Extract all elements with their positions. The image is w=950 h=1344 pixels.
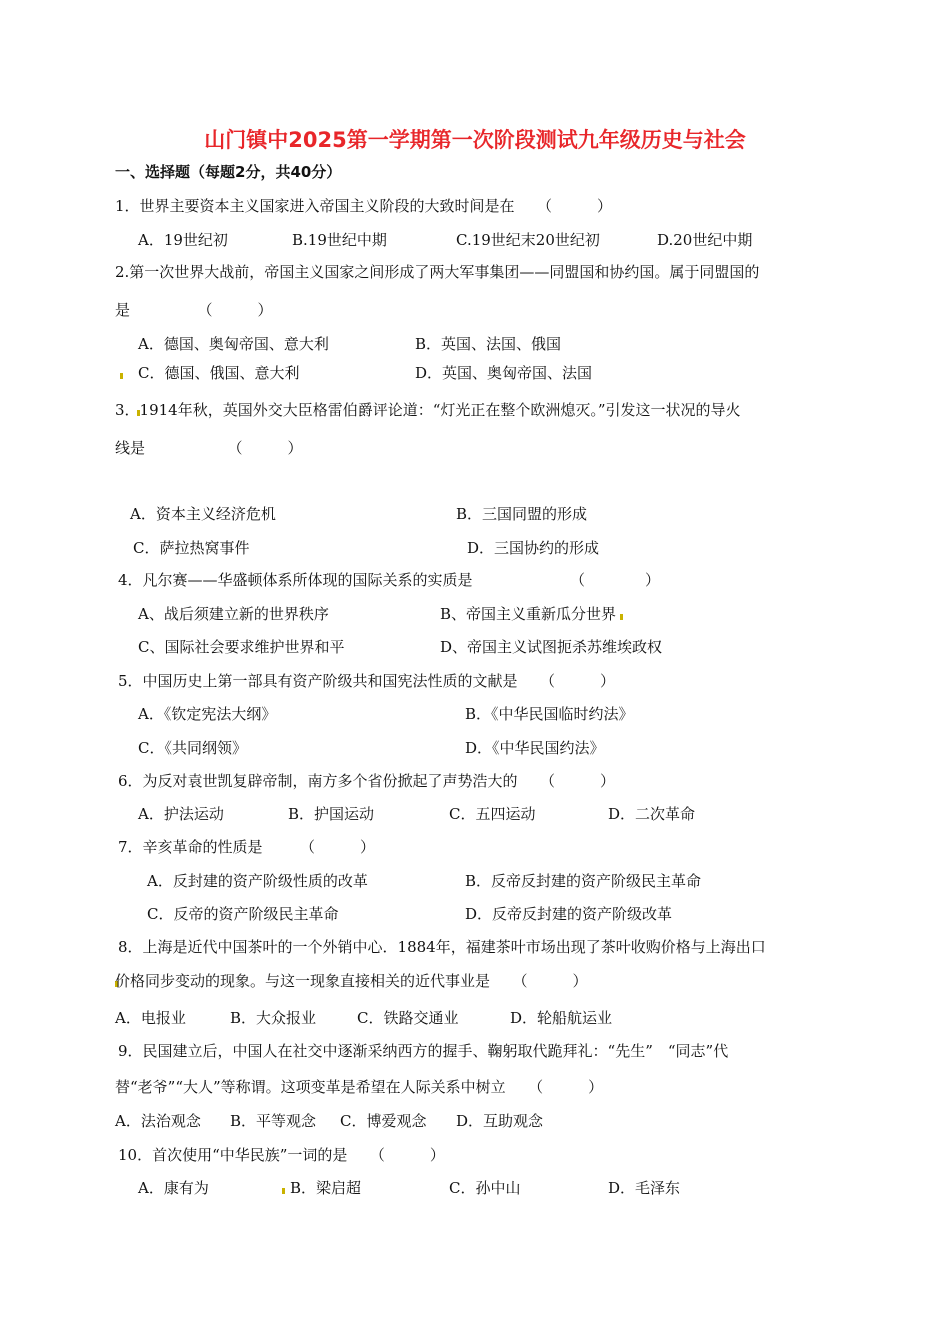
question-6-option-d: D．二次革命 — [608, 805, 696, 823]
question-5-option-a: A．《钦定宪法大纲》 — [138, 705, 277, 723]
question-2-stem-line1: 2.第一次世界大战前，帝国主义国家之间形成了两大军事集团——同盟国和协约国。属于同盟国的 — [115, 263, 760, 281]
question-7-stem: 7．辛亥革命的性质是 （ ） — [118, 838, 376, 856]
question-3-stem-line2: 线是 （ ） — [115, 439, 303, 457]
question-4-option-b: B、帝国主义重新瓜分世界 — [440, 605, 617, 623]
question-4-option-d: D、帝国主义试图扼杀苏维埃政权 — [440, 638, 663, 656]
question-2-option-b: B．英国、法国、俄国 — [415, 335, 562, 353]
question-6-option-b: B．护国运动 — [288, 805, 375, 823]
question-8-option-a: A．电报业 — [115, 1009, 186, 1027]
question-3-option-d: D．三国协约的形成 — [467, 539, 600, 557]
question-2-option-c: C．德国、俄国、意大利 — [138, 364, 300, 382]
question-8-option-d: D．轮船航运业 — [510, 1009, 613, 1027]
question-5-option-d: D．《中华民国约法》 — [465, 739, 605, 757]
question-1-option-c: C.19世纪末20世纪初 — [456, 231, 600, 249]
page-title: 山门镇中2025第一学期第一次阶段测试九年级历史与社会 — [204, 128, 746, 152]
question-3-option-b: B．三国同盟的形成 — [456, 505, 588, 523]
question-8-stem-line2: 价格同步变动的现象。与这一现象直接相关的近代事业是 （ ） — [115, 972, 588, 990]
question-5-stem: 5．中国历史上第一部具有资产阶级共和国宪法性质的文献是 （ ） — [118, 672, 616, 690]
question-1-option-a: A．19世纪初 — [138, 231, 228, 249]
question-4-option-c: C、国际社会要求维护世界和平 — [138, 638, 345, 656]
question-1-stem: 1．世界主要资本主义国家进入帝国主义阶段的大致时间是在 （ ） — [115, 197, 613, 215]
question-10-option-b: B．梁启超 — [290, 1179, 362, 1197]
question-8-option-c: C．铁路交通业 — [357, 1009, 459, 1027]
question-6-option-c: C．五四运动 — [449, 805, 536, 823]
question-9-option-d: D．互助观念 — [456, 1112, 544, 1130]
question-6-stem: 6．为反对袁世凯复辟帝制，南方多个省份掀起了声势浩大的 （ ） — [118, 772, 616, 790]
question-9-stem-line1: 9．民国建立后，中国人在社交中逐渐采纳西方的握手、鞠躬取代跪拜礼：“先生” “同志”代 — [118, 1042, 729, 1060]
question-9-stem-line2: 替“老爷”“大人”等称谓。这项变革是希望在人际关系中树立 （ ） — [115, 1078, 604, 1096]
speck-mark — [120, 373, 123, 379]
question-5-option-b: B．《中华民国临时约法》 — [465, 705, 634, 723]
question-7-option-b: B．反帝反封建的资产阶级民主革命 — [465, 872, 702, 890]
question-9-option-b: B．平等观念 — [230, 1112, 317, 1130]
question-3-option-a: A．资本主义经济危机 — [130, 505, 276, 523]
question-10-option-d: D．毛泽东 — [608, 1179, 681, 1197]
question-5-option-c: C．《共同纲领》 — [138, 739, 247, 757]
question-8-stem-line1: 8．上海是近代中国茶叶的一个外销中心．1884年，福建茶叶市场出现了茶叶收购价格与上海出口 — [118, 938, 766, 956]
question-1-option-d: D.20世纪中期 — [657, 231, 753, 249]
question-9-option-a: A．法治观念 — [115, 1112, 201, 1130]
speck-mark — [620, 614, 623, 620]
question-9-option-c: C．博爱观念 — [340, 1112, 427, 1130]
question-2-stem-line2: 是 （ ） — [115, 301, 273, 319]
question-4-stem: 4．凡尔赛——华盛顿体系所体现的国际关系的实质是 （ ） — [118, 571, 661, 589]
question-10-stem: 10．首次使用“中华民族”一词的是 （ ） — [118, 1146, 445, 1164]
question-7-option-a: A．反封建的资产阶级性质的改革 — [147, 872, 368, 890]
question-7-option-d: D．反帝反封建的资产阶级改革 — [465, 905, 673, 923]
question-2-option-d: D．英国、奥匈帝国、法国 — [415, 364, 593, 382]
question-7-option-c: C．反帝的资产阶级民主革命 — [147, 905, 339, 923]
question-3-stem-line1: 3．1914年秋，英国外交大臣格雷伯爵评论道：“灯光正在整个欧洲熄灭。”引发这一状况的导火 — [115, 401, 741, 419]
section-heading: 一、选择题（每题2分，共40分） — [115, 163, 342, 181]
question-3-option-c: C．萨拉热窝事件 — [133, 539, 250, 557]
question-2-option-a: A．德国、奥匈帝国、意大利 — [138, 335, 329, 353]
question-6-option-a: A．护法运动 — [138, 805, 224, 823]
question-1-option-b: B.19世纪中期 — [292, 231, 387, 249]
speck-mark — [282, 1188, 285, 1194]
question-4-option-a: A、战后须建立新的世界秩序 — [138, 605, 329, 623]
question-10-option-a: A．康有为 — [138, 1179, 209, 1197]
question-10-option-c: C．孙中山 — [449, 1179, 521, 1197]
question-8-option-b: B．大众报业 — [230, 1009, 317, 1027]
